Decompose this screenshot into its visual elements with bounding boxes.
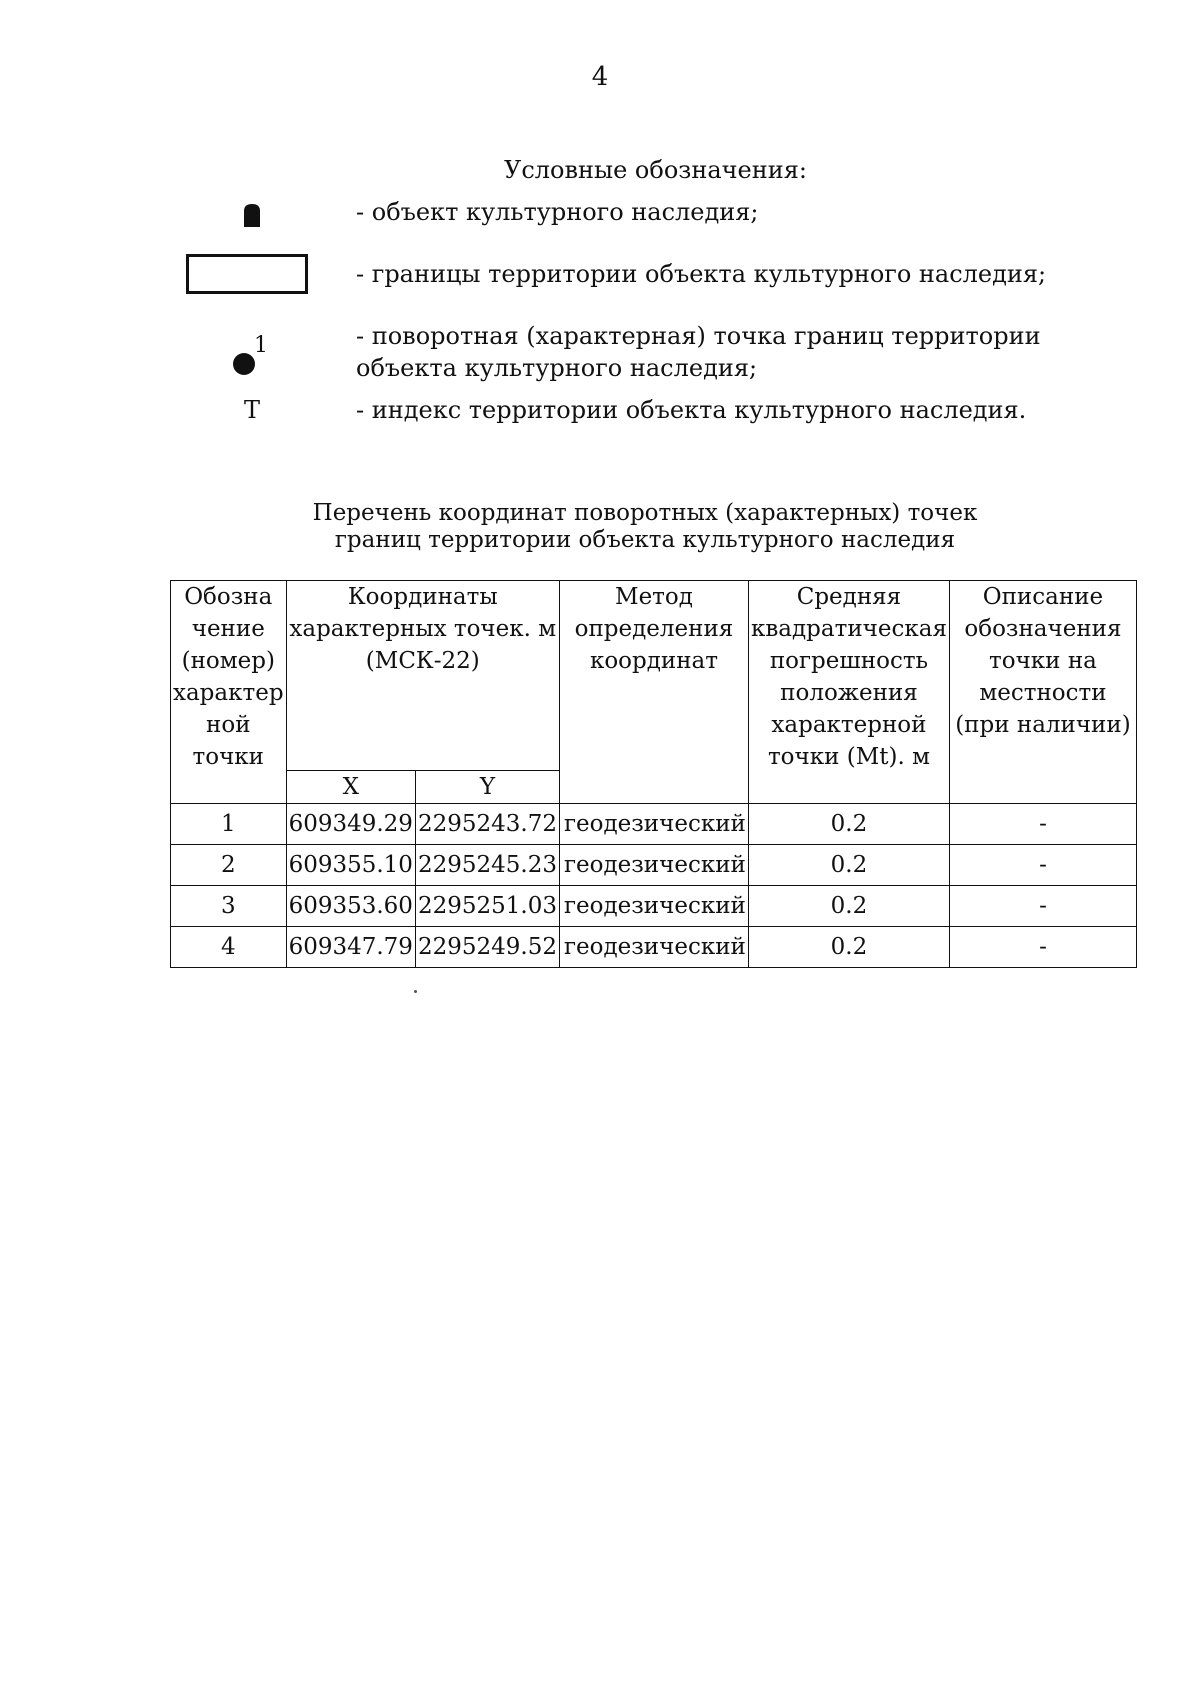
table-row xyxy=(171,927,1137,968)
header-x: X xyxy=(286,771,415,804)
legend-item-object: - объект культурного наследия; xyxy=(356,198,759,226)
cell-method: геодезический xyxy=(559,804,748,845)
cell-y: 2295245.23 xyxy=(415,845,559,886)
scan-dot-mark xyxy=(414,990,417,993)
cell-description: - xyxy=(949,804,1136,845)
cell-method: геодезический xyxy=(559,886,748,927)
cell-error: 0.2 xyxy=(748,927,949,968)
table-row xyxy=(171,886,1137,927)
legend-title: Условные обозначения: xyxy=(504,156,807,184)
cell-error: 0.2 xyxy=(748,886,949,927)
cell-y: 2295251.03 xyxy=(415,886,559,927)
header-method: Метод определения координат xyxy=(559,581,748,804)
cell-y: 2295243.72 xyxy=(415,804,559,845)
cell-num: 1 xyxy=(171,804,287,845)
header-y: Y xyxy=(415,771,559,804)
cell-x: 609349.29 xyxy=(286,804,415,845)
coordinates-table xyxy=(170,580,1137,968)
legend-item-boundary: - границы территории объекта культурного наследия; xyxy=(356,260,1047,288)
boundary-rectangle-icon xyxy=(186,254,308,294)
cell-description: - xyxy=(949,927,1136,968)
header-designation: Обозна чение (номер) характер ной точки xyxy=(171,581,287,804)
cell-error: 0.2 xyxy=(748,804,949,845)
cell-num: 3 xyxy=(171,886,287,927)
cell-y: 2295249.52 xyxy=(415,927,559,968)
header-coordinates: Координаты характерных точек. м (МСК-22) xyxy=(286,581,559,771)
table-title-line2: границ территории объекта культурного наследия xyxy=(334,527,956,553)
table-title xyxy=(0,500,1200,554)
page-number: 4 xyxy=(591,62,609,92)
cell-error: 0.2 xyxy=(748,845,949,886)
header-description: Описание обозначения точки на местности (при наличии) xyxy=(949,581,1136,804)
table-row xyxy=(171,804,1137,845)
cell-description: - xyxy=(949,886,1136,927)
cell-x: 609353.60 xyxy=(286,886,415,927)
table-row xyxy=(171,845,1137,886)
heritage-object-icon xyxy=(242,203,262,227)
turning-point-label: 1 xyxy=(254,333,268,358)
legend-item-point: - поворотная (характерная) точка границ территории объекта культурного наследия; xyxy=(356,322,1041,382)
index-letter: Т xyxy=(244,396,261,424)
cell-x: 609347.79 xyxy=(286,927,415,968)
cell-method: геодезический xyxy=(559,927,748,968)
header-error: Средняя квадратическая погрешность положения характерной точки (Mt). м xyxy=(748,581,949,804)
cell-num: 2 xyxy=(171,845,287,886)
cell-x: 609355.10 xyxy=(286,845,415,886)
cell-method: геодезический xyxy=(559,845,748,886)
turning-point-icon xyxy=(232,330,268,378)
cell-description: - xyxy=(949,845,1136,886)
table-title-line1: Перечень координат поворотных (характерных) точек xyxy=(312,500,978,526)
legend-item-index: - индекс территории объекта культурного наследия. xyxy=(356,396,1027,424)
cell-num: 4 xyxy=(171,927,287,968)
table-header-row xyxy=(171,581,1137,771)
